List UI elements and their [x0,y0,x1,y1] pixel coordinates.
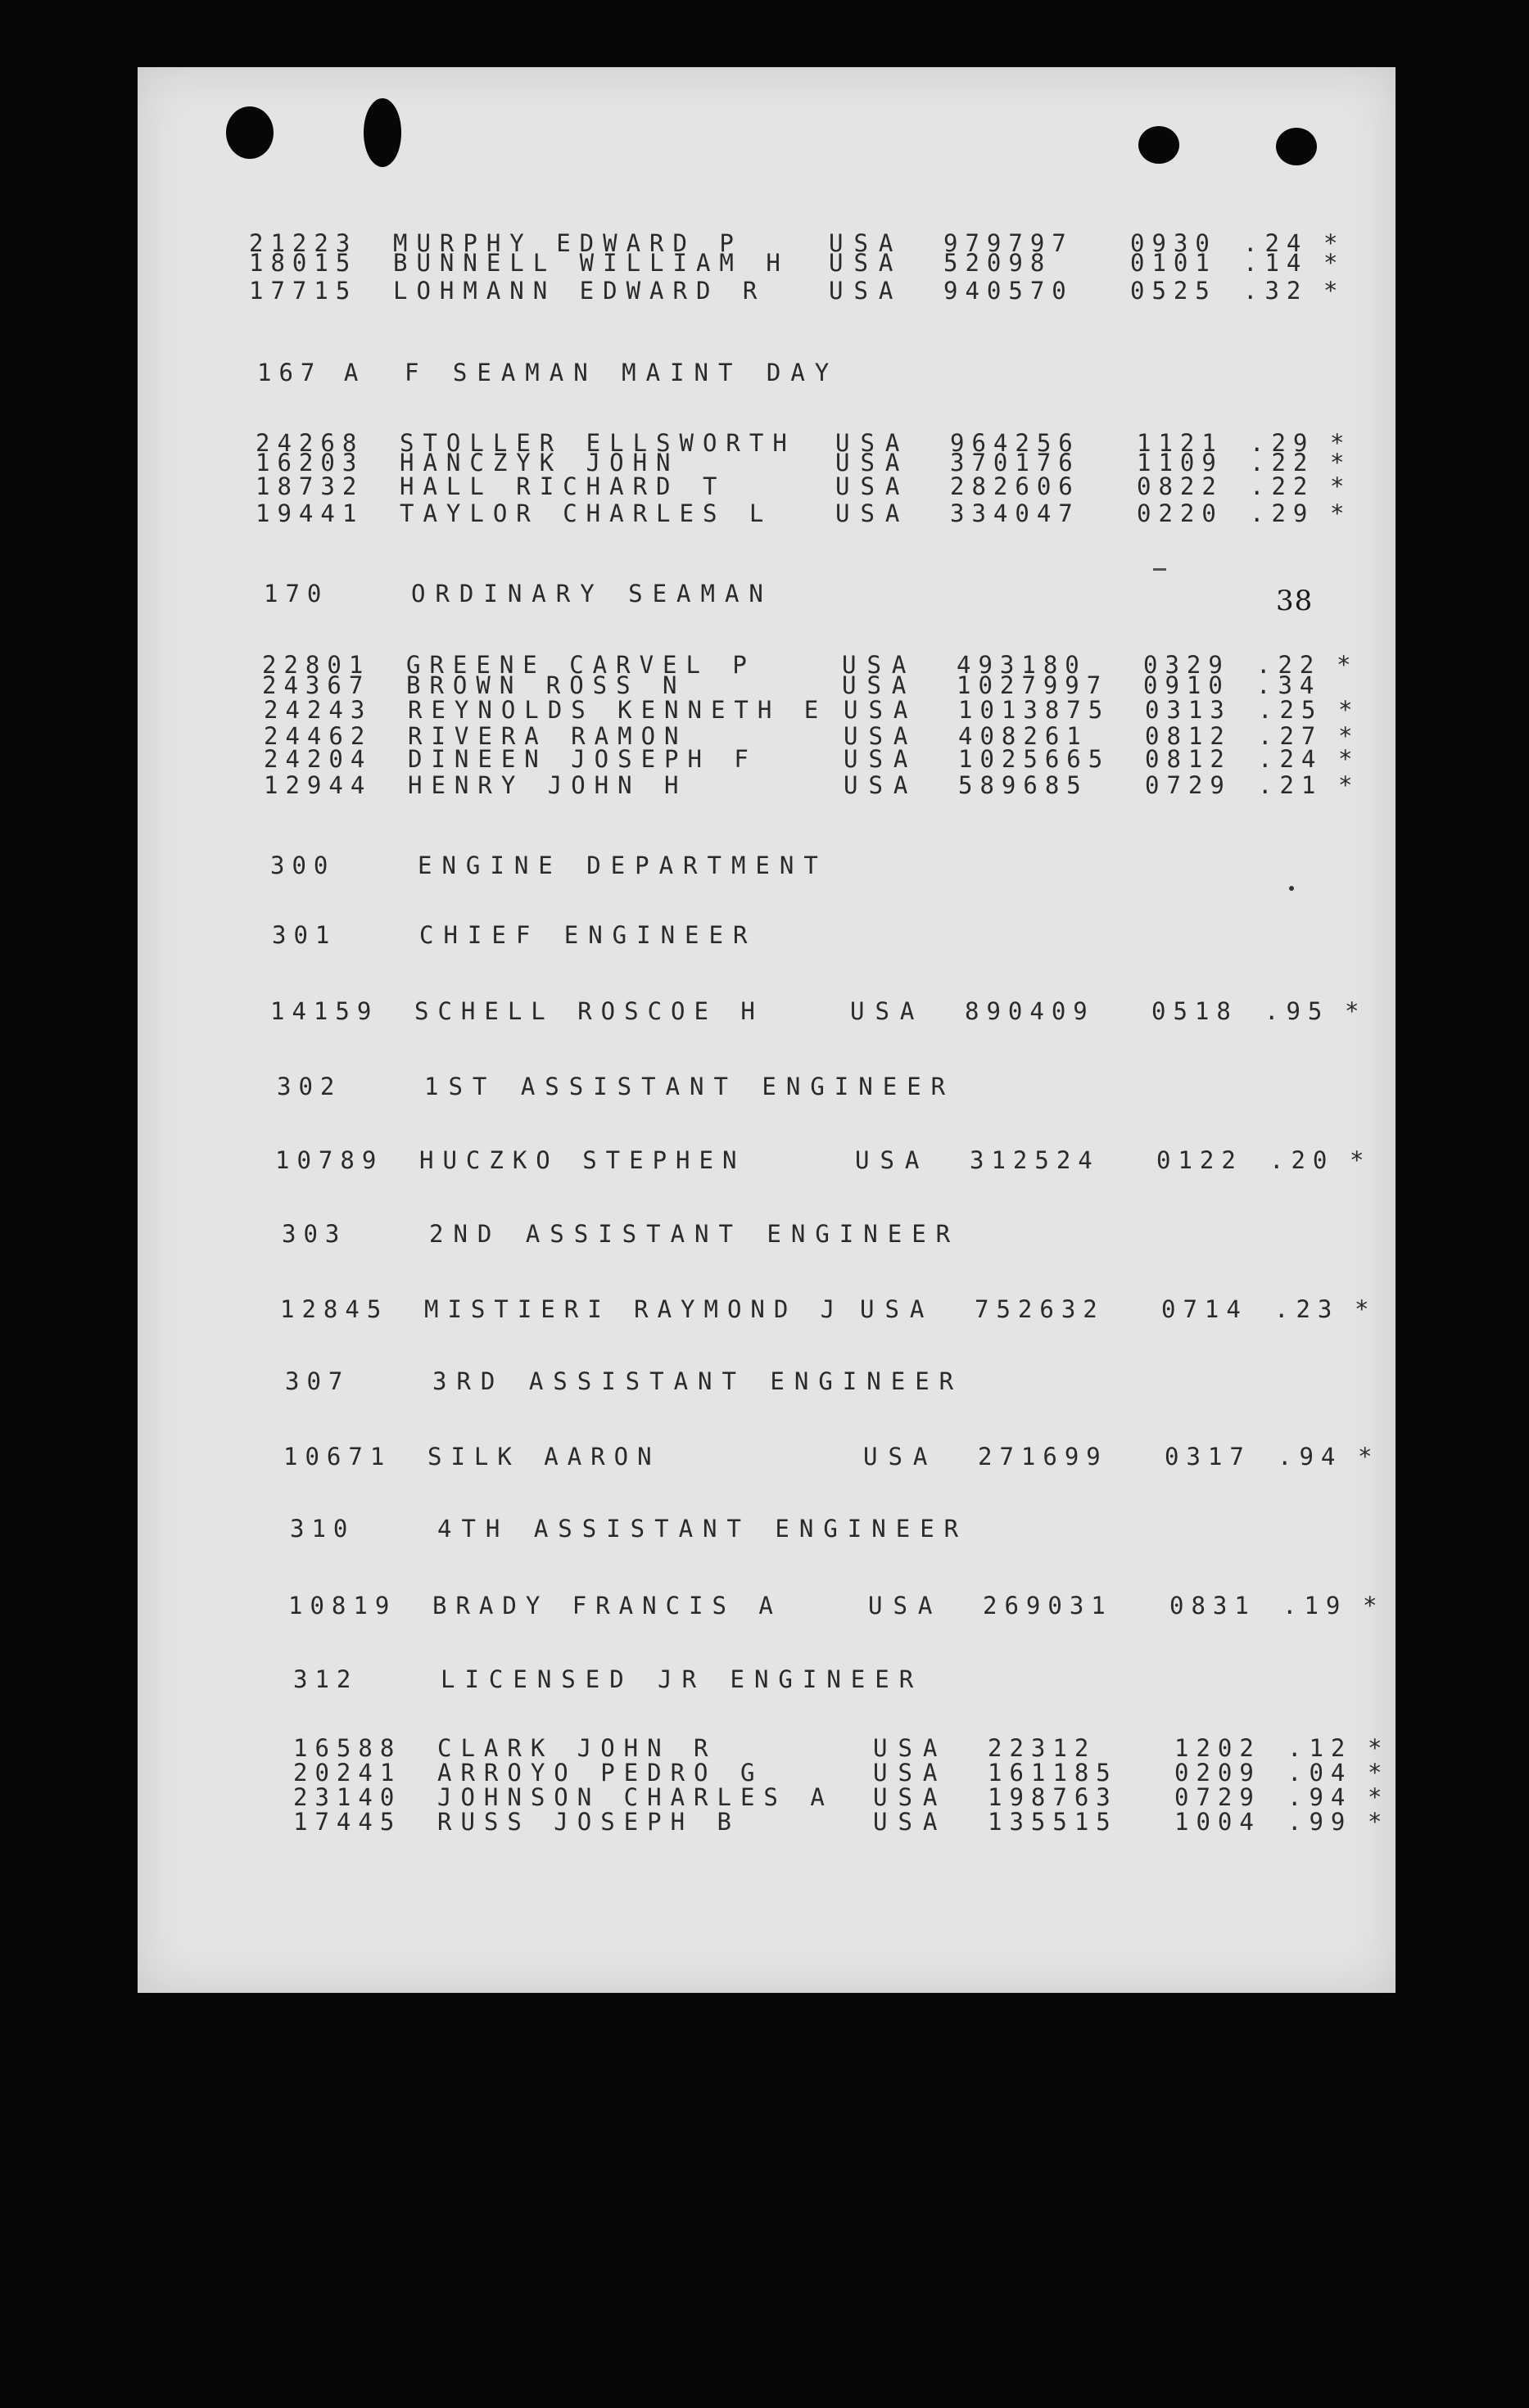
section-title: 3RD ASSISTANT ENGINEER [432,1367,964,1395]
document-page [138,67,1396,1993]
crew-number: 20241 [293,1759,402,1787]
crew-code: 0812 [1145,722,1232,750]
section-code: 170 [264,580,329,608]
crew-rate: .19 [1282,1592,1348,1620]
crew-name: RUSS JOSEPH B [437,1808,740,1836]
crew-mark: * [1350,1146,1372,1174]
section-heading [274,1073,1420,1105]
crew-rate: .95 [1264,997,1330,1025]
crew-name: LOHMANN EDWARD R [393,277,767,305]
crew-mark: * [1368,1734,1390,1762]
crew-row [256,499,1402,532]
crew-name: ARROYO PEDRO G [437,1759,764,1787]
crew-code: 1004 [1174,1808,1261,1836]
crew-rate: .22 [1250,449,1315,477]
crew-id: 282606 [950,472,1080,500]
crew-code: 1121 [1137,429,1224,457]
crew-code: 0317 [1165,1443,1251,1471]
crew-row [270,997,1417,1030]
crew-number: 19441 [256,499,364,527]
crew-name: JOHNSON CHARLES A [437,1783,834,1811]
section-code: 301 [272,921,337,949]
crew-code: 0714 [1161,1295,1248,1323]
crew-id: 979797 [943,229,1074,257]
crew-mark: * [1323,277,1346,305]
crew-code: 0910 [1143,671,1230,699]
crew-id: 370176 [950,449,1080,477]
section-heading [287,1515,1433,1547]
crew-number: 14159 [270,997,379,1025]
crew-id: 269031 [983,1592,1113,1620]
section-heading [254,359,1400,391]
crew-id: 1025665 [958,745,1111,773]
crew-id: 493180 [957,651,1087,679]
crew-mark: * [1330,449,1352,477]
crew-number: 24268 [256,429,364,457]
crew-id: 890409 [965,997,1095,1025]
section-code: 300 [270,852,336,879]
section-heading [278,1220,1425,1253]
crew-code: 0329 [1143,651,1230,679]
crew-name: GREENE CARVEL P [406,651,756,679]
crew-number: 16588 [293,1734,402,1762]
crew-number: 21223 [249,229,358,257]
crew-nationality: USA [835,429,911,457]
crew-nationality: USA [844,722,919,750]
crew-code: 1109 [1137,449,1224,477]
crew-name: SCHELL ROSCOE H [414,997,764,1025]
crew-id: 334047 [950,499,1080,527]
punch-hole-right-1 [1138,126,1179,164]
crew-rate: .94 [1287,1783,1353,1811]
crew-name: SILK AARON [427,1443,661,1471]
crew-nationality: USA [850,997,925,1025]
crew-nationality: USA [868,1592,943,1620]
crew-id: 52098 [943,249,1052,277]
crew-nationality: USA [855,1146,930,1174]
crew-number: 18015 [249,249,358,277]
section-title: 2ND ASSISTANT ENGINEER [429,1220,961,1248]
crew-id: 135515 [988,1808,1118,1836]
crew-nationality: USA [863,1443,939,1471]
crew-nationality: USA [829,249,904,277]
crew-mark: * [1358,1443,1380,1471]
crew-number: 24367 [262,671,371,699]
crew-rate: .27 [1258,722,1323,750]
crew-code: 0812 [1145,745,1232,773]
crew-name: MURPHY EDWARD P [393,229,743,257]
crew-name: BUNNELL WILLIAM H [393,249,789,277]
section-code: 167 A [257,359,366,386]
crew-nationality: USA [835,499,911,527]
crew-name: BRADY FRANCIS A [432,1592,782,1620]
crew-rate: .12 [1287,1734,1353,1762]
punch-hole-left-2 [364,98,401,167]
crew-mark: * [1330,472,1352,500]
crew-mark: * [1330,499,1352,527]
crew-number: 17715 [249,277,358,305]
crew-nationality: USA [842,651,917,679]
crew-nationality: USA [844,771,919,799]
crew-nationality: USA [873,1734,948,1762]
crew-nationality: USA [842,671,917,699]
crew-code: 0313 [1145,696,1232,724]
crew-rate: .94 [1278,1443,1343,1471]
crew-nationality: USA [873,1783,948,1811]
crew-mark: * [1355,1295,1377,1323]
crew-name: STOLLER ELLSWORTH [400,429,796,457]
crew-mark: * [1323,229,1346,257]
crew-mark: * [1338,771,1360,799]
crew-name: HENRY JOHN H [408,771,688,799]
crew-id: 161185 [988,1759,1118,1787]
crew-row [264,771,1410,804]
crew-id: 198763 [988,1783,1118,1811]
crew-name: HALL RICHARD T [400,472,726,500]
crew-mark: * [1338,696,1360,724]
crew-rate: .23 [1274,1295,1340,1323]
crew-id: 22312 [988,1734,1097,1762]
crew-id: 408261 [958,722,1088,750]
crew-number: 12944 [264,771,373,799]
crew-rate: .25 [1258,696,1323,724]
crew-rate: .04 [1287,1759,1353,1787]
crew-rate: .24 [1258,745,1323,773]
crew-name: DINEEN JOSEPH F [408,745,758,773]
crew-number: 22801 [262,651,371,679]
crew-mark: * [1338,745,1360,773]
crew-id: 964256 [950,429,1080,457]
section-code: 312 [293,1665,359,1693]
crew-code: 0518 [1151,997,1238,1025]
crew-row [288,1592,1435,1624]
section-code: 307 [285,1367,351,1395]
crew-rate: .24 [1243,229,1309,257]
crew-mark: * [1368,1759,1390,1787]
crew-mark: * [1330,429,1352,457]
crew-nationality: USA [844,696,919,724]
crew-number: 10819 [288,1592,397,1620]
crew-code: 0822 [1137,472,1224,500]
crew-id: 312524 [970,1146,1100,1174]
crew-code: 0525 [1130,277,1217,305]
crew-code: 0930 [1130,229,1217,257]
crew-code: 1202 [1174,1734,1261,1762]
crew-rate: .22 [1256,651,1322,679]
crew-row [275,1146,1422,1179]
crew-nationality: USA [860,1295,935,1323]
paper-mark [1153,568,1166,571]
crew-row [283,1443,1430,1475]
crew-number: 24243 [264,696,373,724]
crew-mark: * [1368,1808,1390,1836]
crew-rate: .34 [1256,671,1322,699]
crew-code: 0220 [1137,499,1224,527]
section-title: ENGINE DEPARTMENT [418,852,828,879]
crew-mark: * [1338,722,1360,750]
crew-nationality: USA [829,229,904,257]
section-heading [267,852,1414,884]
crew-number: 24204 [264,745,373,773]
crew-name: RIVERA RAMON [408,722,688,750]
crew-nationality: USA [873,1808,948,1836]
crew-name: REYNOLDS KENNETH E [408,696,828,724]
crew-mark: * [1363,1592,1385,1620]
crew-name: TAYLOR CHARLES L [400,499,773,527]
paper-mark [1289,886,1294,891]
crew-mark: * [1323,249,1346,277]
section-title: ORDINARY SEAMAN [411,580,773,608]
section-title: 4TH ASSISTANT ENGINEER [437,1515,969,1543]
crew-number: 12845 [280,1295,389,1323]
crew-mark: * [1337,651,1359,679]
crew-id: 589685 [958,771,1088,799]
crew-code: 0101 [1130,249,1217,277]
crew-number: 17445 [293,1808,402,1836]
crew-name: HANCZYK JOHN [400,449,680,477]
crew-rate: .14 [1243,249,1309,277]
crew-row [249,277,1396,309]
crew-nationality: USA [873,1759,948,1787]
crew-number: 10671 [283,1443,392,1471]
section-code: 302 [277,1073,342,1100]
crew-rate: .29 [1250,499,1315,527]
crew-id: 752632 [975,1295,1105,1323]
crew-code: 0831 [1169,1592,1256,1620]
section-title: LICENSED JR ENGINEER [441,1665,924,1693]
crew-row [280,1295,1427,1328]
section-heading [269,921,1415,954]
crew-code: 0729 [1174,1783,1261,1811]
crew-name: CLARK JOHN R [437,1734,717,1762]
crew-row [293,1808,1440,1841]
crew-rate: .99 [1287,1808,1353,1836]
crew-name: BROWN ROSS N [406,671,686,699]
crew-mark: * [1368,1783,1390,1811]
section-heading [260,580,1407,612]
crew-id: 940570 [943,277,1074,305]
punch-hole-left-1 [226,106,274,159]
crew-name: HUCZKO STEPHEN [419,1146,746,1174]
punch-hole-right-2 [1276,128,1317,165]
crew-rate: .21 [1258,771,1323,799]
crew-nationality: USA [844,745,919,773]
crew-name: MISTIERI RAYMOND J [424,1295,844,1323]
crew-id: 1027997 [957,671,1109,699]
section-code: 310 [290,1515,355,1543]
crew-nationality: USA [829,277,904,305]
crew-nationality: USA [835,472,911,500]
crew-number: 24462 [264,722,373,750]
crew-number: 18732 [256,472,364,500]
crew-nationality: USA [835,449,911,477]
section-code: 303 [282,1220,347,1248]
section-title: F SEAMAN MAINT DAY [405,359,839,386]
section-heading [290,1665,1436,1698]
crew-rate: .20 [1269,1146,1335,1174]
crew-rate: .22 [1250,472,1315,500]
section-heading [282,1367,1428,1400]
section-title: 1ST ASSISTANT ENGINEER [424,1073,956,1100]
crew-id: 271699 [978,1443,1108,1471]
section-title: CHIEF ENGINEER [419,921,758,949]
page-number: 38 [1276,585,1314,617]
crew-rate: .29 [1250,429,1315,457]
crew-number: 10789 [275,1146,384,1174]
crew-mark: * [1345,997,1367,1025]
crew-code: 0729 [1145,771,1232,799]
crew-code: 0209 [1174,1759,1261,1787]
crew-number: 16203 [256,449,364,477]
crew-id: 1013875 [958,696,1111,724]
crew-number: 23140 [293,1783,402,1811]
crew-code: 0122 [1156,1146,1243,1174]
crew-rate: .32 [1243,277,1309,305]
